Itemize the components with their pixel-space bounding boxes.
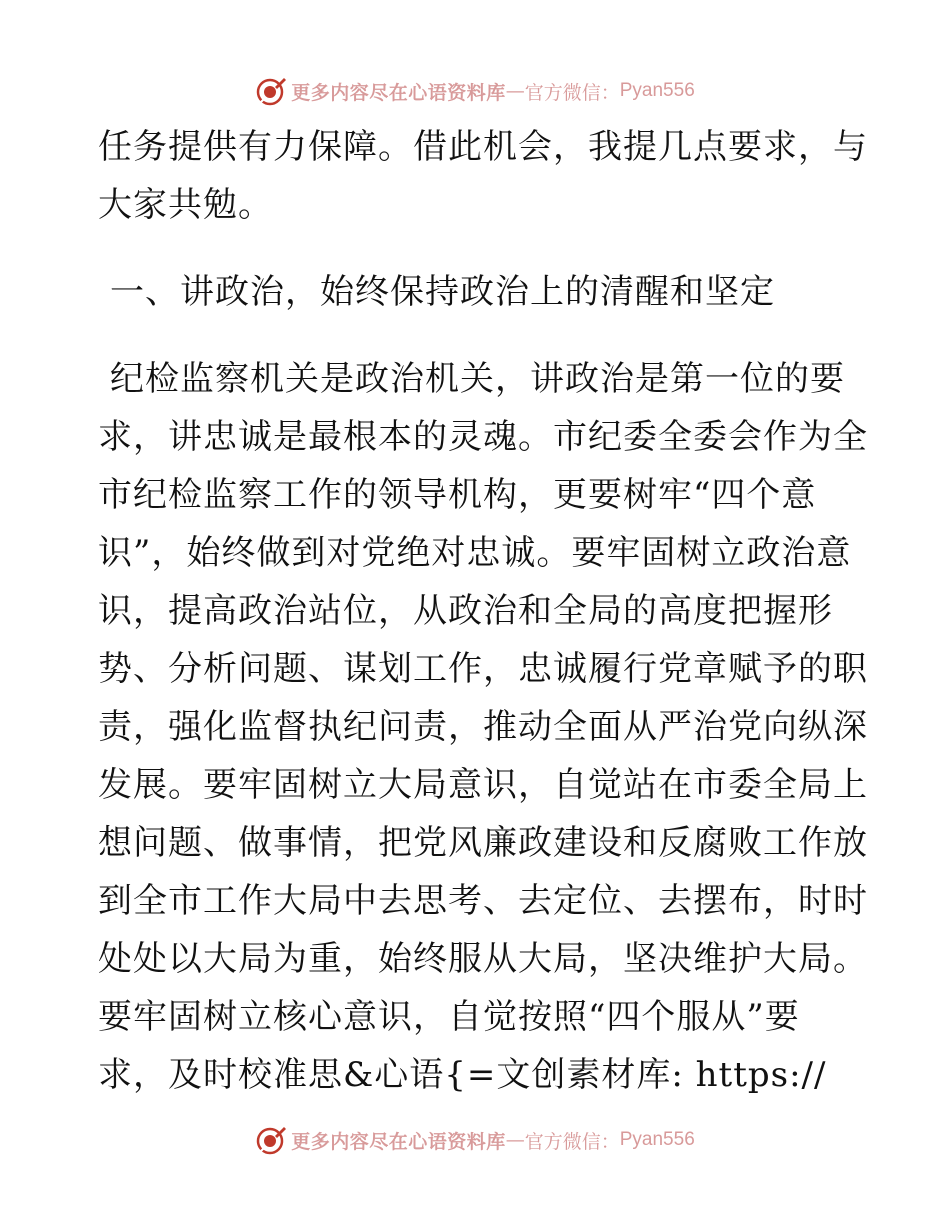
body-line-8: 识，提高政治站位，从政治和全局的高度把握形 bbox=[98, 591, 833, 631]
paragraph-first-line: 纪检监察机关是政治机关，讲政治是第一位的要 bbox=[110, 359, 845, 399]
body-line-1: 任务提供有力保障。借此机会，我提几点要求，与 bbox=[98, 127, 868, 167]
footer-banner-separator: — bbox=[505, 1129, 525, 1151]
body-line-6: 市纪检监察工作的领导机构，更要树牢“四个意 bbox=[98, 475, 817, 515]
body-line-11: 发展。要牢固树立大局意识，自觉站在市委全局上 bbox=[98, 765, 868, 805]
pen-nib-logo-icon bbox=[255, 75, 287, 107]
footer-banner-contact-id: Pyan556 bbox=[619, 1129, 695, 1150]
body-line-9: 势、分析问题、谋划工作，忠诚履行党章赋予的职 bbox=[98, 649, 868, 689]
body-line-10: 责，强化监督执纪问责，推动全面从严治党向纵深 bbox=[98, 707, 868, 747]
footer-banner-text: 更多内容尽在心语资料库 bbox=[291, 1130, 506, 1153]
body-line-16: 求，及时校准思&心语{=文创素材库: https:// bbox=[98, 1055, 827, 1095]
header-watermark-banner bbox=[0, 71, 950, 111]
header-banner-contact-label: 官方微信： bbox=[524, 81, 620, 104]
document-body bbox=[98, 118, 868, 1104]
body-line-5: 求，讲忠诚是最根本的灵魂。市纪委全委会作为全 bbox=[98, 417, 868, 457]
body-line-15: 要牢固树立核心意识，自觉按照“四个服从”要 bbox=[98, 997, 800, 1037]
body-line-2: 大家共勉。 bbox=[98, 185, 273, 225]
body-line-14: 处处以大局为重，始终服从大局，坚决维护大局。 bbox=[98, 939, 868, 979]
header-banner-text: 更多内容尽在心语资料库 bbox=[291, 81, 506, 104]
body-line-7: 识”，始终做到对党绝对忠诚。要牢固树立政治意 bbox=[98, 533, 852, 573]
pen-nib-logo-icon bbox=[255, 1124, 287, 1156]
header-banner-separator: — bbox=[505, 80, 525, 102]
body-line-12: 想问题、做事情，把党风廉政建设和反腐败工作放 bbox=[98, 823, 868, 863]
body-line-13: 到全市工作大局中去思考、去定位、去摆布，时时 bbox=[98, 881, 868, 921]
header-banner-contact-id: Pyan556 bbox=[619, 80, 695, 101]
footer-banner-contact-label: 官方微信： bbox=[524, 1130, 620, 1153]
section-heading: 一、讲政治，始终保持政治上的清醒和坚定 bbox=[110, 272, 775, 312]
footer-watermark-banner bbox=[0, 1120, 950, 1160]
